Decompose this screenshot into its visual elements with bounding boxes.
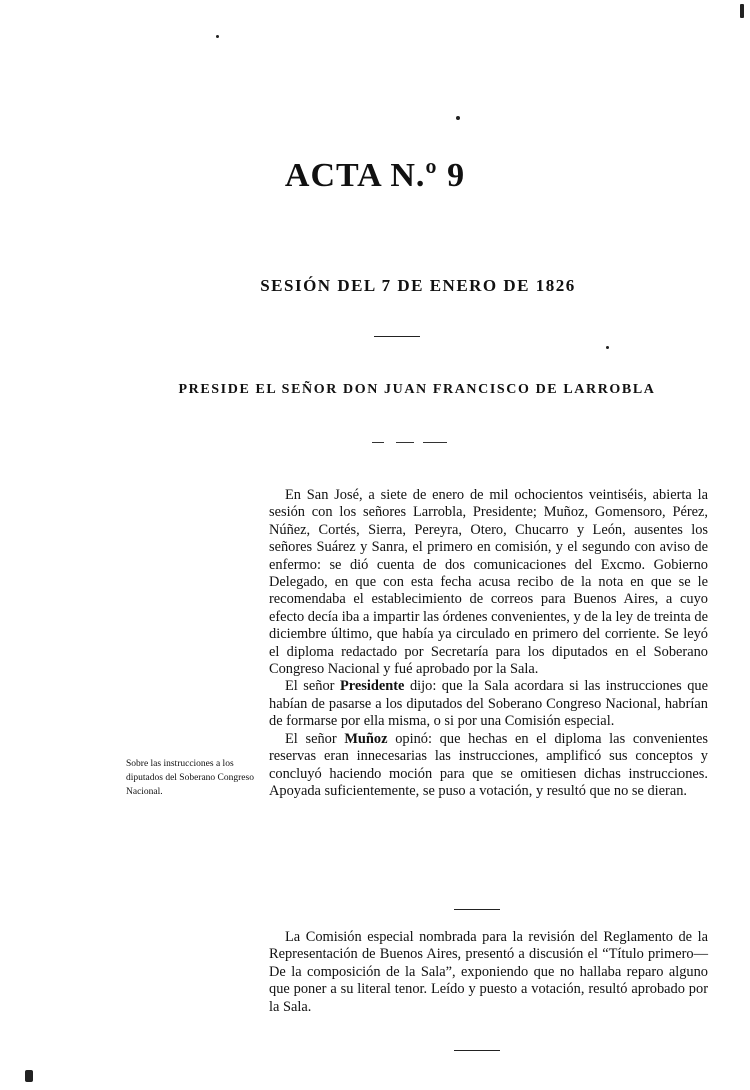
paragraph-commission: La Comisión especial nombrada para la revisión del Reglamento de la Representación de Buenos Aires, presentó a discusión el “Título primero—De la composición de la Sala”, exponiendo que no hallaba reparo alguno que poner a su literal tenor. Leído y puesto a votación, resultó aprobado por la Sala. — [269, 929, 708, 1015]
text: El señor — [285, 678, 335, 695]
ink-speck — [456, 116, 460, 120]
session-heading: SESIÓN DEL 7 DE ENERO DE 1826 — [260, 276, 576, 295]
speaker-name: Presidente — [339, 678, 405, 695]
divider-dash — [372, 442, 384, 443]
ink-speck — [606, 346, 609, 349]
paragraph-opening: En San José, a siete de enero de mil ochocientos veintiséis, abierta la sesión con los señores Larrobla, Presidente; Muñoz, Gomensoro, Pérez, Núñez, Cortés, Sierra, Pereyra, Otero, Chucarro y León, ausentes los señores Suárez y Sanra, el primero en comisión, y el segundo con aviso de enfermo: se dió cuenta de dos comunicaciones del Excmo. Gobierno Delegado, en que con esta fecha acusa recibo de la nota en que se le recomendaba el establecimiento de correos para Buenos Aires, a cuyo efecto decía iba a impartir las órdenes convenientes, y de la ley de treinta de diciembre último, que había ya circulado en primero del corriente. Se leyó el diploma redactado por Secretaría para los diputados en el Soberano Congreso Nacional y fué aprobado por la Sala. — [269, 487, 708, 678]
divider-rule — [454, 1050, 500, 1051]
text: El señor — [285, 730, 337, 747]
ink-speck — [216, 35, 219, 38]
speaker-name: Muñoz — [344, 730, 388, 747]
divider-dash — [396, 442, 414, 443]
ink-speck — [740, 4, 744, 18]
paragraph-munoz — [269, 731, 708, 801]
minutes-body — [269, 487, 708, 800]
page-title: ACTA N.º 9 — [284, 157, 466, 194]
ink-speck — [25, 1070, 33, 1082]
divider-dash — [423, 442, 447, 443]
minutes-body-continued — [269, 929, 708, 1016]
text: opinó: que hechas en el diploma las convenientes reservas eran innecesarias las instrucciones, amplificó sus conceptos y concluyó haciendo moción para que se omitiesen dichas instrucciones. Apoyada suficientemente, se puso a votación, y resultó que no se dieran. — [269, 730, 708, 799]
presides-heading: PRESIDE EL SEÑOR DON JUAN FRANCISCO DE LARROBLA — [178, 382, 656, 397]
margin-note: Sobre las instrucciones a los diputados del Soberano Congreso Nacional. — [126, 759, 254, 797]
divider-rule — [374, 336, 420, 337]
text: dijo: que la Sala acordara si las instrucciones que habían de pasarse a los diputados del Soberano Congreso Nacional, habrían de formarse por ella misma, o si por una Comisión especial. — [269, 678, 708, 730]
divider-rule — [454, 909, 500, 910]
paragraph-president — [269, 678, 708, 730]
